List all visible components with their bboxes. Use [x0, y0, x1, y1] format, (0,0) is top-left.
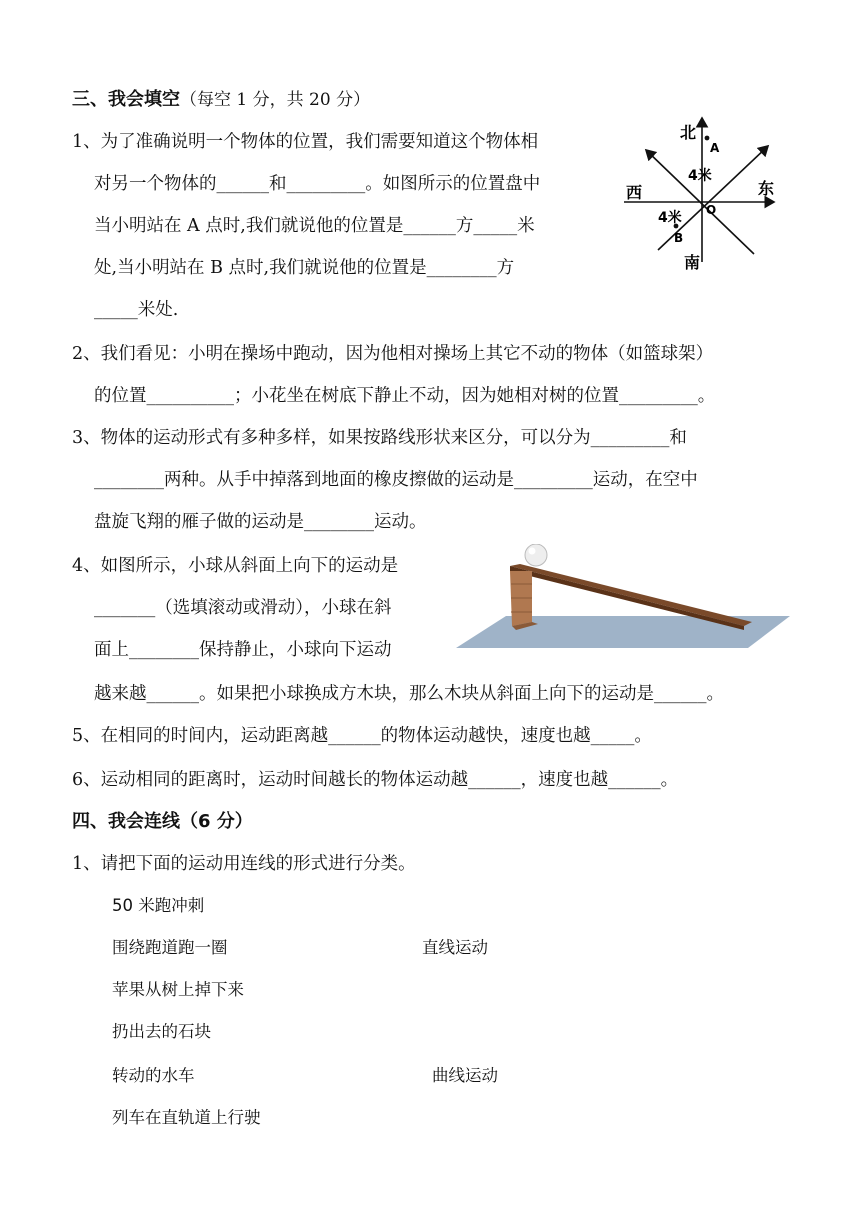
q4-line2: _______（选填滚动或滑动），小球在斜 [94, 598, 392, 618]
matching-item-3: 苹果从树上掉下来 [112, 980, 244, 999]
point-a-label: A [710, 141, 720, 155]
matching-item-5: 转动的水车 [112, 1066, 195, 1085]
west-label: 西 [626, 183, 643, 202]
matching-item-2: 围绕跑道跑一圈 [112, 938, 228, 957]
q4-line1: 4、如图所示，小球从斜面上向下的运动是 [72, 556, 399, 576]
compass-diagram [618, 112, 790, 272]
point-b-label: B [674, 231, 684, 245]
east-label: 东 [758, 179, 775, 198]
q1-line3: 当小明站在 A 点时,我们就说他的位置是______方_____米 [94, 216, 535, 236]
origin-label: O [706, 203, 717, 217]
q1-line2: 对另一个物体的______和_________。如图所示的位置盘中 [94, 174, 541, 194]
section3-heading [72, 88, 370, 112]
q5-line: 5、在相同的时间内，运动距离越______的物体运动越快，速度也越_____。 [72, 726, 652, 746]
q2-line2: 的位置__________；小花坐在树底下静止不动，因为她相对树的位置_________。 [94, 386, 716, 406]
q1-line4: 处,当小明站在 B 点时,我们就说他的位置是________方 [94, 258, 515, 278]
q1-line1: 1、为了准确说明一个物体的位置，我们需要知道这个物体相 [72, 132, 539, 152]
section4-q1: 1、请把下面的运动用连线的形式进行分类。 [72, 854, 416, 874]
matching-item-4: 扔出去的石块 [112, 1022, 211, 1041]
q6-line: 6、运动相同的距离时，运动时间越长的物体运动越______，速度也越______。 [72, 770, 679, 790]
q4-line3: 面上________保持静止，小球向下运动 [94, 640, 392, 660]
q3-line2: ________两种。从手中掉落到地面的橡皮擦做的运动是_________运动，在空中 [94, 470, 698, 490]
point-a-dot [705, 136, 710, 141]
category-curved: 曲线运动 [432, 1066, 498, 1085]
q1-line5: _____米处. [94, 300, 179, 320]
q3-line3: 盘旋飞翔的雁子做的运动是________运动。 [94, 512, 427, 532]
matching-item-6: 列车在直轨道上行驶 [112, 1108, 261, 1127]
dist-b-label: 4米 [658, 210, 682, 226]
section3-note: （每空 1 分，共 20 分） [180, 90, 371, 110]
section4-title: 四、我会连线（6 分） [72, 811, 253, 832]
dist-a-label: 4米 [688, 168, 712, 184]
ball [525, 544, 547, 566]
section3-title: 三、我会填空 [72, 89, 180, 110]
q4-line4: 越来越______。如果把小球换成方木块，那么木块从斜面上向下的运动是______。 [94, 684, 724, 704]
q2-line1: 2、我们看见：小明在操场中跑动，因为他相对操场上其它不动的物体（如篮球架） [72, 344, 714, 364]
q3-line1: 3、物体的运动形式有多种多样，如果按路线形状来区分，可以分为_________和 [72, 428, 687, 448]
ramp-illustration [456, 544, 790, 652]
south-label: 南 [684, 253, 701, 272]
north-label: 北 [680, 123, 697, 142]
category-linear: 直线运动 [422, 938, 488, 957]
matching-item-1: 50 米跑冲刺 [112, 896, 205, 915]
